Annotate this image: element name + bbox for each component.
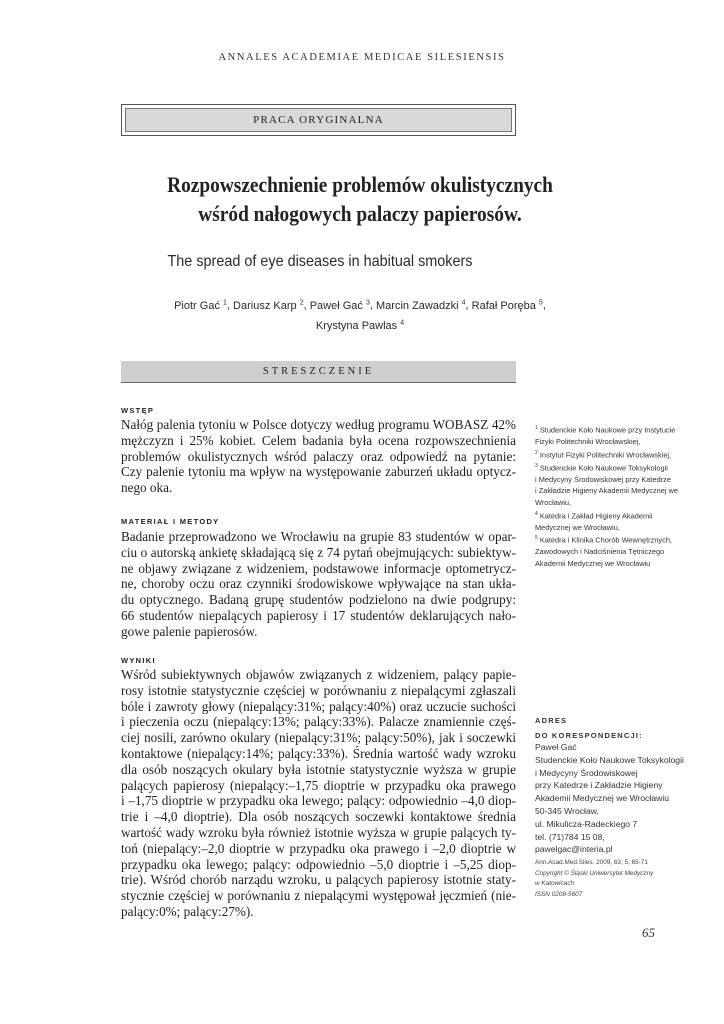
text-line: 66 studentów niepalących papierosy i 17 studentów deklarujących nało- (121, 607, 516, 623)
text-line: palący:0%; palący:27%). (121, 903, 254, 919)
affiliation-line: Zawodowych i Nadciśnienia Tętniczego (535, 547, 665, 557)
citation-info (535, 858, 705, 900)
title-pl-line: wśród nałogowych palaczy papierosów. (198, 201, 522, 226)
address-line: Paweł Gać (535, 742, 577, 752)
text-line: mężczyzn i 25% kobiet. Celem badania była ocena rozpowszechnienia (121, 432, 516, 448)
affiliation-line: Akademii Medycznej we Wrocławiu (535, 558, 651, 568)
text-line: stycznie częściej w porównaniu z niepalącymi występował jęczmień (nie- (121, 888, 516, 904)
copyright-line: w Katowicach (535, 880, 575, 887)
section-body-intro (121, 417, 516, 496)
affiliation-line: i Zakładzie Higieny Akademii Medycznej we (535, 486, 678, 496)
affiliation-line: $^1$ Studenckie Koło Naukowe przy Instytucie (535, 425, 676, 435)
address-line: przy Katedrze i Zakładzie Higieny (535, 780, 663, 791)
correspondence-heading: ADRES DO KORESPONDENCJI: (535, 716, 643, 740)
text-line: dla osób noszących okulary była istotnie statystycznie wyższa w grupie (121, 761, 516, 777)
authors-line: Piotr Gać $^1$, Dariusz Karp $^2$, Paweł Gać $^3$, Marcin Zawadzki $^4$, Rafał Poręba $^5$, (174, 299, 546, 312)
citation-line: Ann.Acad.Med.Siles. 2009, 63, 5, 65-71 (535, 859, 648, 866)
section-heading-methods: MATERIAŁ I METODY (121, 517, 220, 526)
address-line: Studenckie Koło Naukowe Toksykologii (535, 754, 684, 765)
text-line: gowe palenie papierosów. (121, 623, 258, 639)
title-en: The spread of eye diseases in habitual smokers (167, 253, 473, 270)
authors-line (80, 315, 640, 336)
title-pl-line: Rozpowszechnienie problemów okulistycznych (167, 172, 553, 197)
text-line: i –1,75 dioptrie w przypadku oka lewego; palący: odpowiednio –4,0 diop- (121, 793, 516, 809)
article-type: PRACA ORYGINALNA (125, 108, 512, 132)
text-line: nego oka. (121, 480, 173, 496)
affiliation-line: $^2$ Instytut Fizyki Politechniki Wrocławskiej, (535, 449, 672, 460)
address-line: i Medycyny Środowiskowej (535, 767, 638, 778)
text-line: Czy palenie tytoniu ma wpływ na występowanie zaburzeń układu optycz- (121, 464, 516, 480)
author: Paweł Gać $^3$ (309, 299, 370, 312)
text-line: trie i –4,0 dioptrie). Dla osób noszących soczewki kontaktowe średnia (121, 809, 516, 825)
section-heading-results: WYNIKI (121, 656, 156, 665)
address-line: tel. (71)784 15 08, (535, 831, 605, 842)
text-line: Wśród subiektywnych objawów związanych z widzeniem, palący papie- (121, 667, 516, 682)
affiliation-line: $^4$ Katedra i Zakład Higieny Akademii (535, 510, 653, 521)
affiliation-line: $^5$ Katedra i Klinika Chorób Wewnętrznych, (535, 535, 672, 545)
author: Piotr Gać $^1$ (174, 299, 227, 312)
text-line: Badanie przeprowadzono we Wrocławiu na grupie 83 studentów w opar- (121, 529, 516, 544)
journal-header: ANNALES ACADEMIAE MEDICAE SILESIENSIS (218, 52, 506, 63)
text-line: rosy istotnie statystycznie częściej w porównaniu z niepalącymi zgłaszali (121, 682, 516, 698)
section-heading-intro: WSTĘP (121, 406, 155, 415)
text-line: kontaktowe (niepalący:14%; palący:33%). Średnia wartość wady wzroku (121, 745, 516, 761)
author: Krystyna Pawlas $^4$ (315, 319, 405, 333)
text-line: ne, choroby oczu oraz czynniki środowiskowe wpływające na stan ukła- (121, 576, 516, 592)
text-line: trie). Wśród chorób narządu wzroku, u palących papierosy istotnie staty- (121, 872, 516, 888)
authors (80, 294, 640, 335)
article-type-box (121, 104, 516, 136)
text-line: wartość wady wzroku była również istotnie wyższa w grupie palących ty- (121, 824, 516, 840)
section-body-methods (121, 529, 516, 640)
affiliation-line: $^3$ Studenckie Koło Naukowe Toksykologii (535, 462, 668, 473)
author: Rafał Poręba $^5$ (471, 299, 543, 312)
abstract-heading: STRESZCZENIE (121, 361, 516, 383)
text-line: problemów okulistycznych wśród palaczy oraz odpowiedź na pytanie: (121, 448, 516, 464)
text-line: palących papierosy (niepalący:–1,75 dioptrie w przypadku oka prawego (121, 777, 516, 793)
text-line: przypadku oka lewego; palący: odpowiednio –5,0 dioptrie i –5,25 diop- (121, 856, 516, 872)
copyright-line: Copyright © Śląski Uniwersytet Medyczny (535, 869, 654, 877)
text-line: toń (niepalący:–2,0 dioptrie w przypadku oka prawego i –2,0 dioptrie w (121, 840, 516, 856)
page-number: 65 (642, 925, 655, 940)
section-body-results (121, 667, 516, 920)
affiliation-line: i Medycyny Środowiskowej przy Katedrze (535, 474, 671, 484)
affiliation-line: Fizyki Politechniki Wrocławskiej, (535, 437, 641, 447)
correspondence-address (535, 741, 705, 856)
email-address: pawelgac@interia.pl (535, 844, 613, 855)
affiliation-line: Wrocławiu, (535, 497, 572, 507)
text-line: ciu o autorską ankietę składającą się z 74 pytań obejmujących: subiektyw- (121, 544, 516, 560)
affiliations (535, 423, 705, 569)
issn-line: ISSN 0208-5607 (535, 890, 583, 898)
text-line: du optycznego. Badaną grupę studentów podzielono na dwie podgrupy: (121, 592, 516, 608)
address-line: ul. Mikulicza-Radeckiego 7 (535, 818, 638, 829)
address-line: 50-345 Wrocław, (535, 805, 599, 816)
address-line: Akademii Medycznej we Wrocławiu (535, 793, 670, 804)
author: Marcin Zawadzki $^4$ (376, 299, 466, 312)
text-line: ne objawy związane z widzeniem, podstawowe informacje optometrycz- (121, 560, 516, 576)
title-pl (114, 170, 607, 228)
author: Dariusz Karp $^2$ (233, 299, 304, 312)
text-line: bóle i zawroty głowy (niepalący:31%; palący:40%) oraz uczucie suchości (121, 698, 516, 714)
affiliation-line: Medycznej we Wrocławiu, (535, 522, 620, 532)
text-line: i pieczenia oczu (niepalący:13%; palący:33%). Palacze znamiennie częś- (121, 714, 516, 730)
text-line: ciej nosili, zarówno okulary (niepalący:31%; palący:50%), jak i soczewki (121, 730, 516, 746)
text-line: Nałóg palenia tytoniu w Polsce dotyczy według programu WOBASZ 42% (121, 417, 516, 432)
